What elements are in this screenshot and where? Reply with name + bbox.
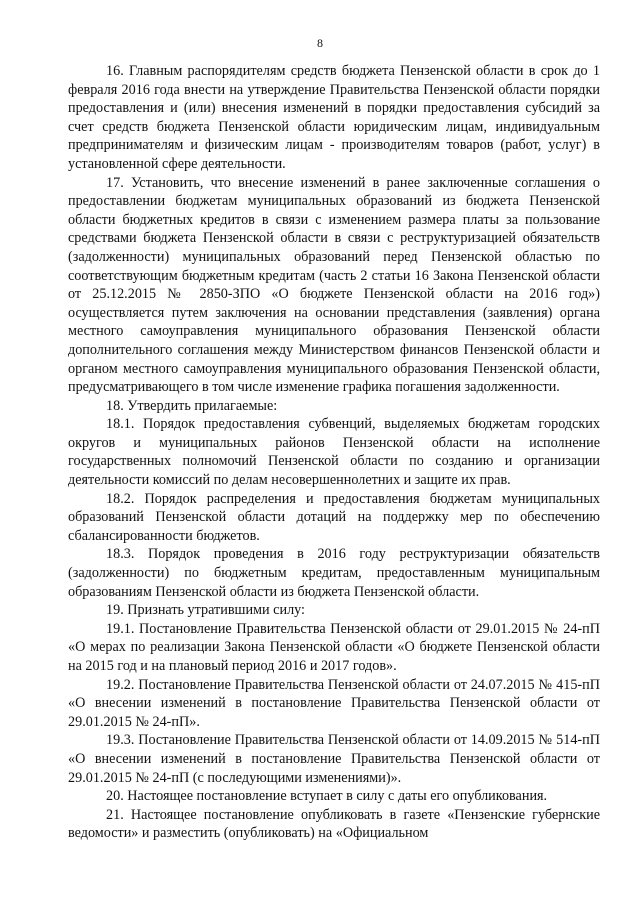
paragraph-18-2: 18.2. Порядок распределения и предоставления бюджетам муниципальных образований Пензенской области дотаций на поддержку мер по обеспечению сбалансированности бюджетов. <box>68 490 600 544</box>
paragraph-19-1: 19.1. Постановление Правительства Пензенской области от 29.01.2015 № 24-пП «О мерах по реализации Закона Пензенской области «О бюджете Пензенской области на 2015 год и на плановый период 2016 и 2017 годов». <box>68 620 600 674</box>
paragraph-16: 16. Главным распорядителям средств бюджета Пензенской области в срок до 1 февраля 2016 года внести на утверждение Правительства Пензенской области порядки предоставления и (или) внесения изменений в порядки предоставления субсидий за счет средств бюджета Пензенской области юридическим лицам, индивидуальным предпринимателям и физическим лицам - производителям товаров (работ, услуг) в установленной сфере деятельности. <box>68 63 600 172</box>
paragraph-17: 17. Установить, что внесение изменений в ранее заключенные соглашения о предоставлении бюджетам муниципальных образований из бюджета Пензенской области бюджетных кредитов в связи с изменением размера платы за пользование средствами бюджета Пензенской области в связи с реструктуризацией обязательств (задолженности) муниципальных образований перед Пензенской областью по соответствующим бюджетным кредитам (часть 2 статьи 16 Закона Пензенской области от 25.12.2015 № 2850-ЗПО «О бюджете Пензенской области на 2016 год») осуществляется путем заключения на основании представления (заявления) органа местного самоуправления муниципального образования Пензенской области дополнительного соглашения между Министерством финансов Пензенской области и органом местного самоуправления муниципального образования Пензенской области, предусматривающего в том числе изменение графика погашения задолженности. <box>68 174 600 396</box>
paragraph-19-2: 19.2. Постановление Правительства Пензенской области от 24.07.2015 № 415-пП «О внесении изменений в постановление Правительства Пензенской области от 29.01.2015 № 24-пП». <box>68 676 600 730</box>
paragraph-18-3: 18.3. Порядок проведения в 2016 году реструктуризации обязательств (задолженности) по бюджетным кредитам, предоставленным муниципальным образованиям Пензенской области из бюджета Пензенской области. <box>68 546 600 600</box>
paragraph-18-1: 18.1. Порядок предоставления субвенций, выделяемых бюджетам городских округов и муниципальных районов Пензенской области на исполнение государственных полномочий Пензенской области по созданию и организации деятельности комиссий по делам несовершеннолетних и защите их прав. <box>68 416 600 489</box>
paragraph-19: 19. Признать утратившими силу: <box>106 602 305 619</box>
paragraph-19-3: 19.3. Постановление Правительства Пензенской области от 14.09.2015 № 514-пП «О внесении изменений в постановление Правительства Пензенской области от 29.01.2015 № 24-пП (с последующими изменениями)». <box>68 732 600 786</box>
document-body <box>68 62 600 843</box>
page-number: 8 <box>317 36 323 50</box>
paragraph-20: 20. Настоящее постановление вступает в силу с даты его опубликования. <box>106 788 548 805</box>
paragraph-18: 18. Утвердить прилагаемые: <box>106 397 278 414</box>
paragraph-21: 21. Настоящее постановление опубликовать в газете «Пензенские губернские ведомости» и разместить (опубликовать) на «Официальном <box>68 806 600 842</box>
